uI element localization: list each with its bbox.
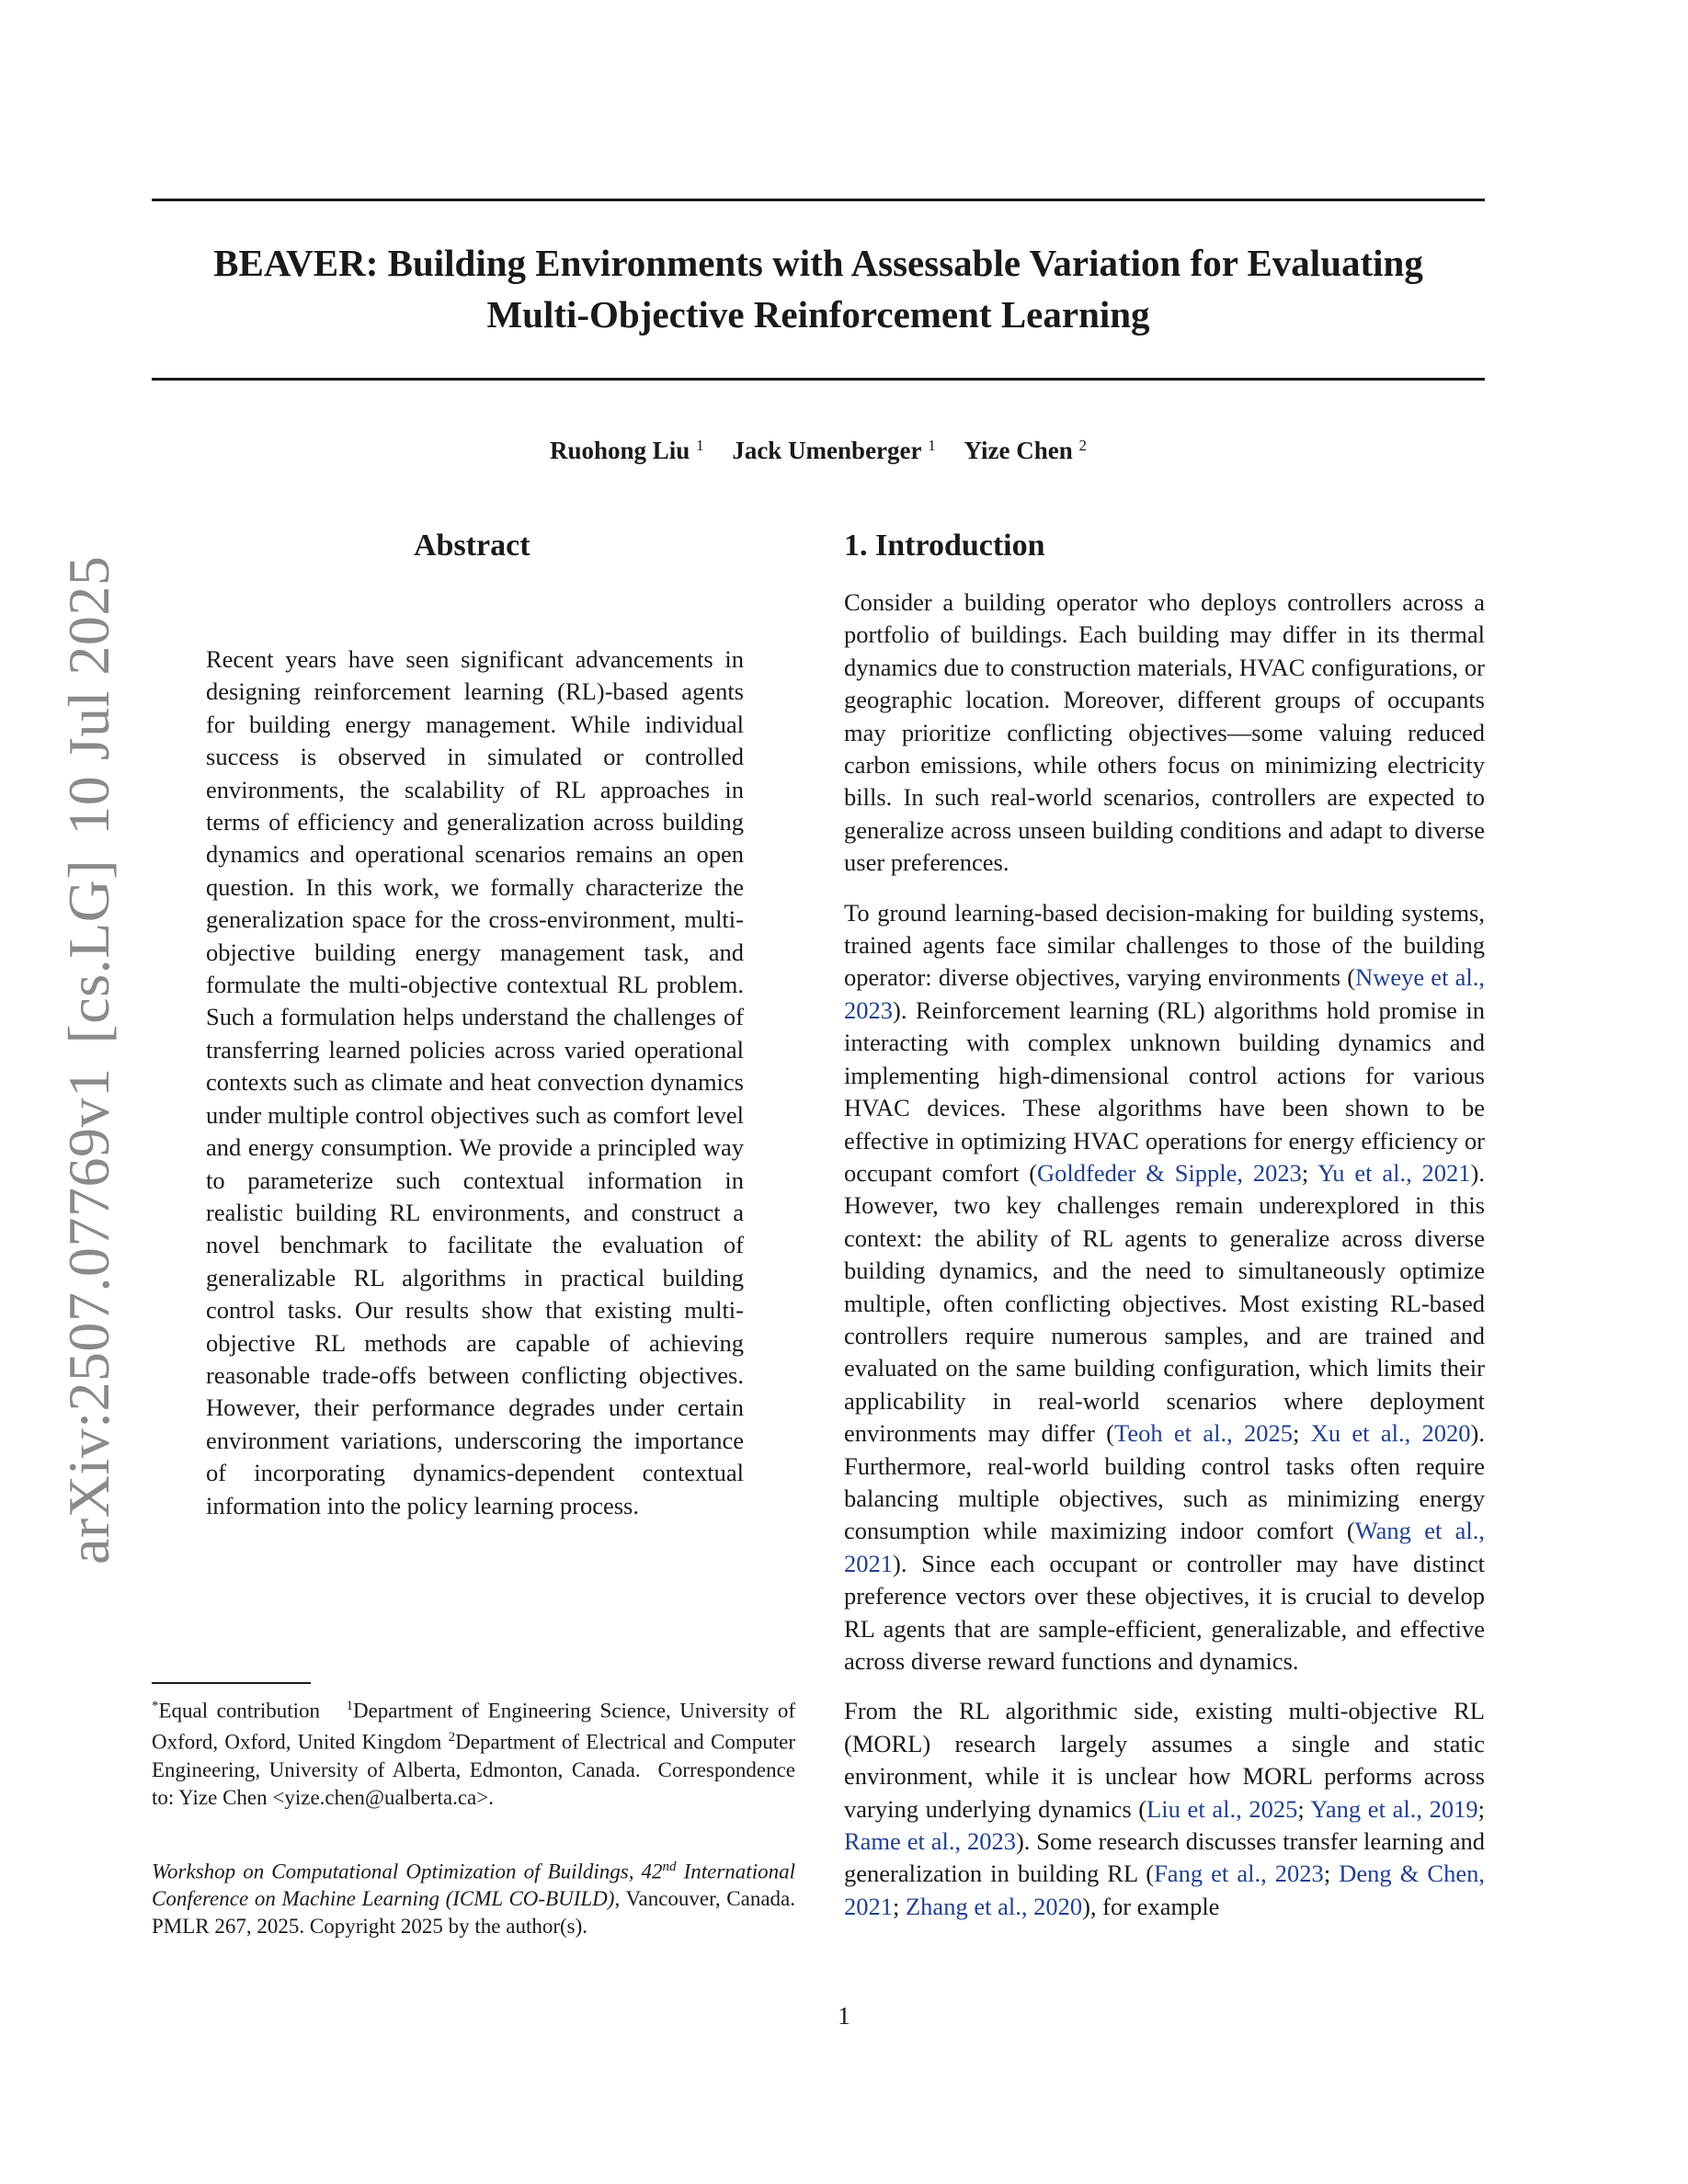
citation-link[interactable]: Nweye et al., 2023 <box>844 963 1485 1024</box>
workshop-note: Workshop on Computational Optimization of Buildings, 42nd International Conference on Machine Learning (ICML CO-BUILD), Vancouver, Canada. PMLR 267, 2025. Copyright 2025 by the author(s). <box>152 1860 795 1939</box>
paper-title <box>152 237 1485 340</box>
title-top-rule <box>152 199 1485 201</box>
author-2: Jack Umenberger $^1$ <box>732 437 936 464</box>
citation-link[interactable]: Yu et al., 2021 <box>1317 1158 1471 1187</box>
abstract-heading: Abstract <box>414 529 530 563</box>
citation-link[interactable]: Xu et al., 2020 <box>1310 1419 1471 1448</box>
citation-link[interactable]: Yang et al., 2019 <box>1310 1794 1478 1823</box>
citation-link[interactable]: Goldfeder & Sipple, 2023 <box>1037 1158 1302 1187</box>
arxiv-date: 10 Jul 2025 <box>56 555 121 836</box>
citation-link[interactable]: Fang et al., 2023 <box>1154 1860 1324 1888</box>
introduction-heading: 1. Introduction <box>844 529 1045 563</box>
arxiv-stamp <box>55 532 123 1564</box>
arxiv-id: arXiv:2507.07769v1 <box>56 1067 121 1564</box>
correspondence: Correspondence to: Yize Chen <yize.chen@ualberta.ca>. <box>152 1757 795 1809</box>
title-line-2: Multi-Objective Reinforcement Learning <box>486 293 1150 336</box>
citation-link[interactable]: Deng & Chen, 2021 <box>844 1860 1485 1920</box>
intro-paragraph-2: To ground learning-based decision-making for building systems, trained agents face similar challenges to those of the building operator: diverse objectives, varying environments (Nweye et al., 2023). Reinforcement learning (RL) algorithms hold promise in interacting with complex unknown building dynamics and implementing high-dimensional control actions for various HVAC devices. These algorithms have been shown to be effective in optimizing HVAC operations for energy efficiency or occupant comfort (Goldfeder & Sipple, 2023; Yu et al., 2021). However, two key challenges remain underexplored in this context: the ability of RL agents to generalize across diverse building dynamics, and the need to simultaneously optimize multiple, often conflicting objectives. Most existing RL-based controllers require numerous samples, and are trained and evaluated on the same building configuration, which limits their applicability in real-world scenarios where deployment environments may differ (Teoh et al., 2025; Xu et al., 2020). Furthermore, real-world building control tasks often require balancing multiple objectives, such as minimizing energy consumption while maximizing indoor comfort (Wang et al., 2021). Since each occupant or controller may have distinct preference vectors over these objectives, it is crucial to develop RL agents that are sample-efficient, generalizable, and effective across diverse reward functions and dynamics. <box>844 898 1485 1675</box>
page-number: 1 <box>838 2002 850 2030</box>
author-3: Yize Chen $^2$ <box>964 437 1087 464</box>
author-1: Ruohong Liu $^1$ <box>549 437 704 464</box>
intro-paragraph-3: From the RL algorithmic side, existing multi-objective RL (MORL) research largely assumes a single and static environment, while it is unclear how MORL performs across varying underlying dynamics (Liu et al., 2025; Yang et al., 2019; Rame et al., 2023). Some research discusses transfer learning and generalization in building RL (Fang et al., 2023; Deng & Chen, 2021; Zhang et al., 2020), for example <box>844 1697 1486 1920</box>
abstract-body: Recent years have seen significant advancements in designing reinforcement learning (RL)-based agents for building energy management. While individual success is observed in simulated or controlled environments, the scalability of RL approaches in terms of efficiency and generalization across building dynamics and operational scenarios remains an open question. In this work, we formally characterize the generalization space for the cross-environment, multi-objective building energy management task, and formulate the multi-objective contextual RL problem. Such a formulation helps understand the challenges of transferring learned policies across varied operational contexts such as climate and heat convection dynamics under multiple control objectives such as comfort level and energy consumption. We provide a principled way to parameterize such contextual information in realistic building RL environments, and construct a novel benchmark to facilitate the evaluation of generalizable RL algorithms in practical building control tasks. Our results show that existing multi-objective RL methods are capable of achieving reasonable trade-offs between conflicting objectives. However, their performance degrades under certain environment variations, underscoring the importance of incorporating dynamics-dependent contextual information into the policy learning process. <box>206 645 744 1519</box>
intro-paragraph-1: Consider a building operator who deploys controllers across a portfolio of buildings. Each building may differ in its thermal dynamics due to construction materials, HVAC configurations, or geographic location. Moreover, different groups of occupants may prioritize conflicting objectives—some valuing reduced carbon emissions, while others focus on minimizing electricity bills. In such real-world scenarios, controllers are expected to generalize across unseen building conditions and adapt to diverse user preferences. <box>844 588 1485 877</box>
introduction-section <box>844 586 1485 1940</box>
footnote: *Equal contribution $^1$Department of Engineering Science, University of Oxford, Oxford, United Kingdom $^2$Department of Electrical and Computer Engineering, University of Alberta, Edmonton, Canada. Correspondence to: Yize Chen <yize.chen@ualberta.ca>. <box>152 1699 796 1809</box>
citation-link[interactable]: Teoh et al., 2025 <box>1114 1419 1294 1448</box>
title-line-1: BEAVER: Building Environments with Assessable Variation for Evaluating <box>213 242 1423 284</box>
citation-link[interactable]: Wang et al., 2021 <box>844 1517 1485 1577</box>
author-list <box>152 437 1485 465</box>
citation-link[interactable]: Rame et al., 2023 <box>844 1827 1016 1856</box>
title-bottom-rule <box>152 378 1485 381</box>
footnote-rule <box>152 1682 311 1684</box>
citation-link[interactable]: Liu et al., 2025 <box>1146 1794 1298 1823</box>
arxiv-category: [cs.LG] <box>56 859 121 1044</box>
citation-link[interactable]: Zhang et al., 2020 <box>906 1892 1083 1920</box>
